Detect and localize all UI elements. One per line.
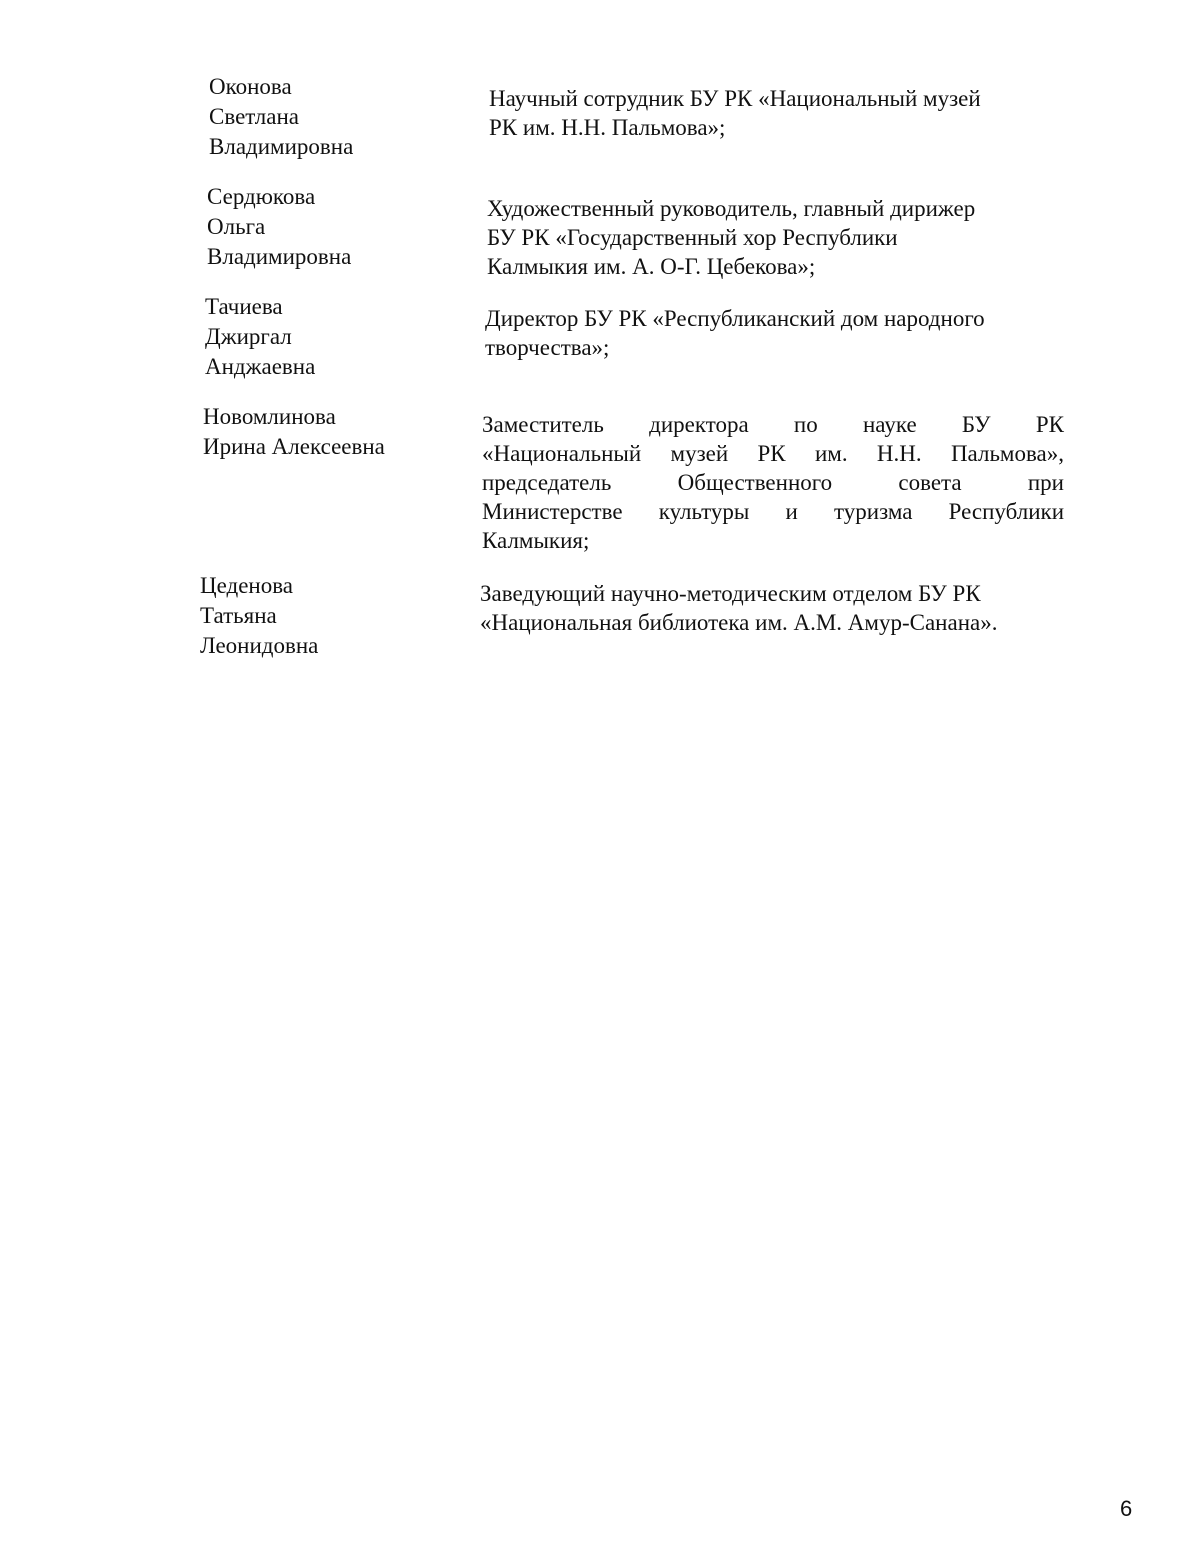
name-line: Владимировна <box>209 134 354 159</box>
name-line: Ирина Алексеевна <box>203 434 385 459</box>
name-line: Тачиева <box>205 294 283 319</box>
role-line: РК им. Н.Н. Пальмова»; <box>489 115 726 140</box>
member-name <box>205 292 315 382</box>
role-line: «Национальная библиотека им. А.М. Амур-Санана». <box>480 610 998 635</box>
role-line: Заместитель директора по науке БУ РК <box>482 412 1064 437</box>
name-line: Джиргал <box>205 324 292 349</box>
role-line: Калмыкия им. А. О-Г. Цебекова»; <box>487 254 816 279</box>
member-role <box>482 410 1064 555</box>
name-line: Анджаевна <box>205 354 316 379</box>
name-line: Леонидовна <box>200 633 319 658</box>
role-line: Заведующий научно-методическим отделом БУ РК <box>480 581 981 606</box>
name-line: Цеденова <box>200 573 293 598</box>
member-name <box>209 72 353 162</box>
role-line: Художественный руководитель, главный дирижер <box>487 196 976 221</box>
name-line: Светлана <box>209 104 299 129</box>
member-role <box>487 194 975 281</box>
role-line: Директор БУ РК «Республиканский дом народного <box>485 306 985 331</box>
name-line: Оконова <box>209 74 292 99</box>
name-line: Татьяна <box>200 603 277 628</box>
member-name <box>200 571 318 661</box>
name-line: Новомлинова <box>203 404 336 429</box>
member-name <box>203 402 385 462</box>
role-line: «Национальный музей РК им. Н.Н. Пальмова», <box>482 441 1064 466</box>
member-name <box>207 182 351 272</box>
page-number: 6 <box>1120 1496 1133 1521</box>
role-line: БУ РК «Государственный хор Республики <box>487 225 898 250</box>
name-line: Ольга <box>207 214 266 239</box>
role-line: Калмыкия; <box>482 528 590 553</box>
member-role <box>485 304 985 362</box>
member-role <box>480 579 997 637</box>
member-role <box>489 84 981 142</box>
name-line: Сердюкова <box>207 184 316 209</box>
role-line: Научный сотрудник БУ РК «Национальный музей <box>489 86 981 111</box>
role-line: председатель Общественного совета при <box>482 470 1064 495</box>
role-line: творчества»; <box>485 335 610 360</box>
name-line: Владимировна <box>207 244 352 269</box>
role-line: Министерстве культуры и туризма Республики <box>482 499 1064 524</box>
